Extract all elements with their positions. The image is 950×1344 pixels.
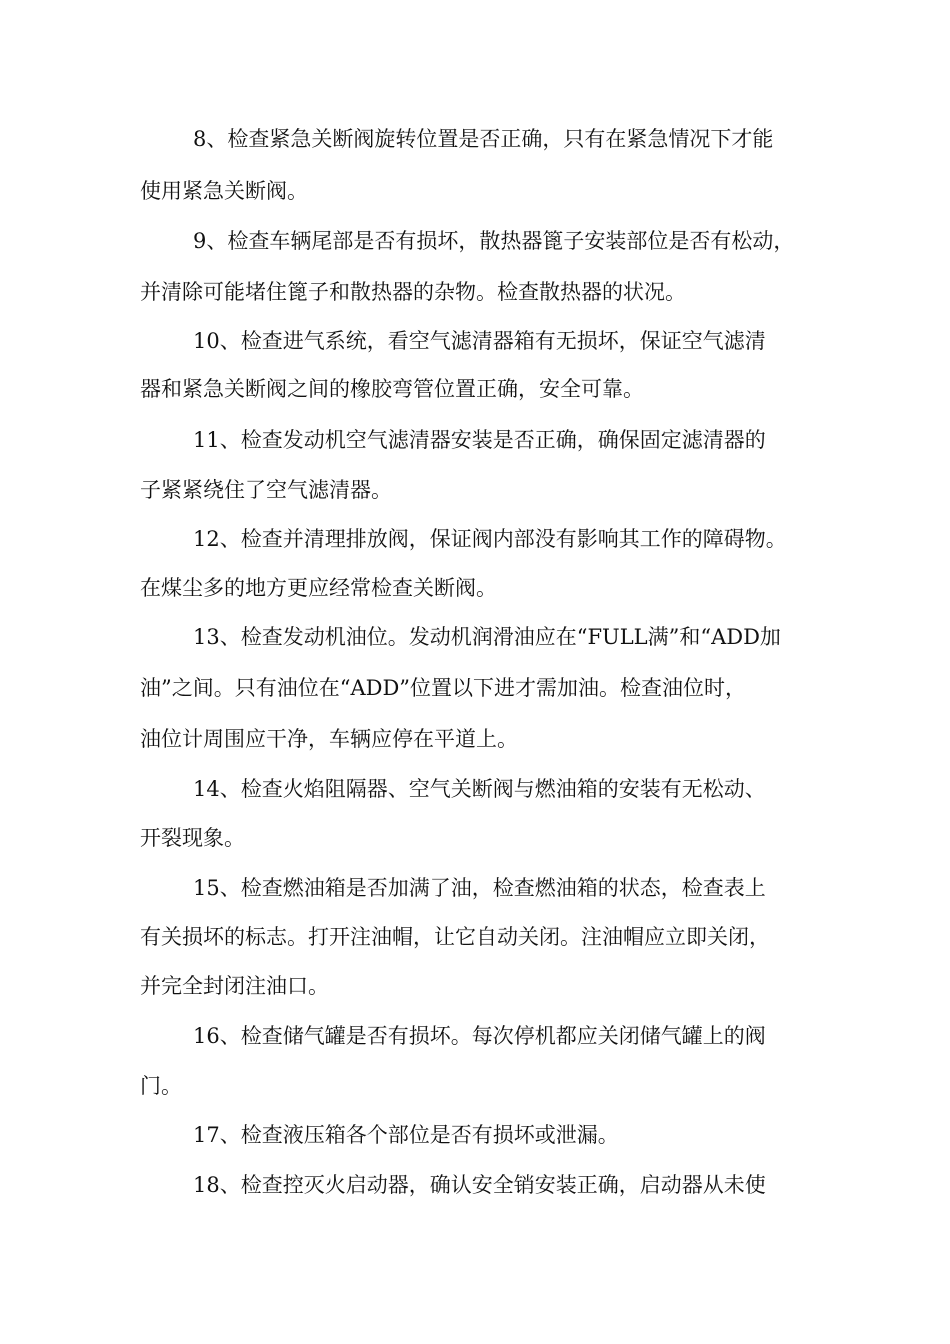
paragraph-12-line-2: 在煤尘多的地方更应经常检查关断阀。 <box>140 576 497 600</box>
paragraph-18-line-1: 18、检查控灭火启动器，确认安全销安装正确，启动器从未使 <box>193 1173 766 1197</box>
paragraph-10-line-2: 器和紧急关断阀之间的橡胶弯管位置正确，安全可靠。 <box>140 377 644 401</box>
paragraph-15-line-2: 有关损坏的标志。打开注油帽，让它自动关闭。注油帽应立即关闭， <box>140 925 770 949</box>
paragraph-12-line-1: 12、检查并清理排放阀，保证阀内部没有影响其工作的障碍物。 <box>193 527 787 551</box>
paragraph-14-line-1: 14、检查火焰阻隔器、空气关断阀与燃油箱的安装有无松动、 <box>193 777 766 801</box>
paragraph-10-line-1: 10、检查进气系统，看空气滤清器箱有无损坏，保证空气滤清 <box>193 329 766 353</box>
paragraph-13-line-2: 油”之间。只有油位在“ADD”位置以下进才需加油。检查油位时， <box>140 676 747 700</box>
paragraph-15-line-3: 并完全封闭注油口。 <box>140 974 329 998</box>
paragraph-8-line-1: 8、检查紧急关断阀旋转位置是否正确，只有在紧急情况下才能 <box>193 127 774 151</box>
paragraph-15-line-1: 15、检查燃油箱是否加满了油，检查燃油箱的状态，检查表上 <box>193 876 766 900</box>
paragraph-17-line-1: 17、检查液压箱各个部位是否有损坏或泄漏。 <box>193 1123 619 1147</box>
paragraph-11-line-1: 11、检查发动机空气滤清器安装是否正确，确保固定滤清器的 <box>193 428 766 452</box>
paragraph-9-line-2: 并清除可能堵住篦子和散热器的杂物。检查散热器的状况。 <box>140 280 686 304</box>
paragraph-9-line-1: 9、检查车辆尾部是否有损坏，散热器篦子安装部位是否有松动， <box>193 229 795 253</box>
paragraph-16-line-2: 门。 <box>140 1074 182 1098</box>
paragraph-8-line-2: 使用紧急关断阀。 <box>140 179 308 203</box>
paragraph-11-line-2: 子紧紧绕住了空气滤清器。 <box>140 478 392 502</box>
paragraph-13-line-3: 油位计周围应干净，车辆应停在平道上。 <box>140 727 518 751</box>
paragraph-16-line-1: 16、检查储气罐是否有损坏。每次停机都应关闭储气罐上的阀 <box>193 1024 766 1048</box>
paragraph-14-line-2: 开裂现象。 <box>140 826 245 850</box>
paragraph-13-line-1: 13、检查发动机油位。发动机润滑油应在“FULL满”和“ADD加 <box>193 625 781 649</box>
